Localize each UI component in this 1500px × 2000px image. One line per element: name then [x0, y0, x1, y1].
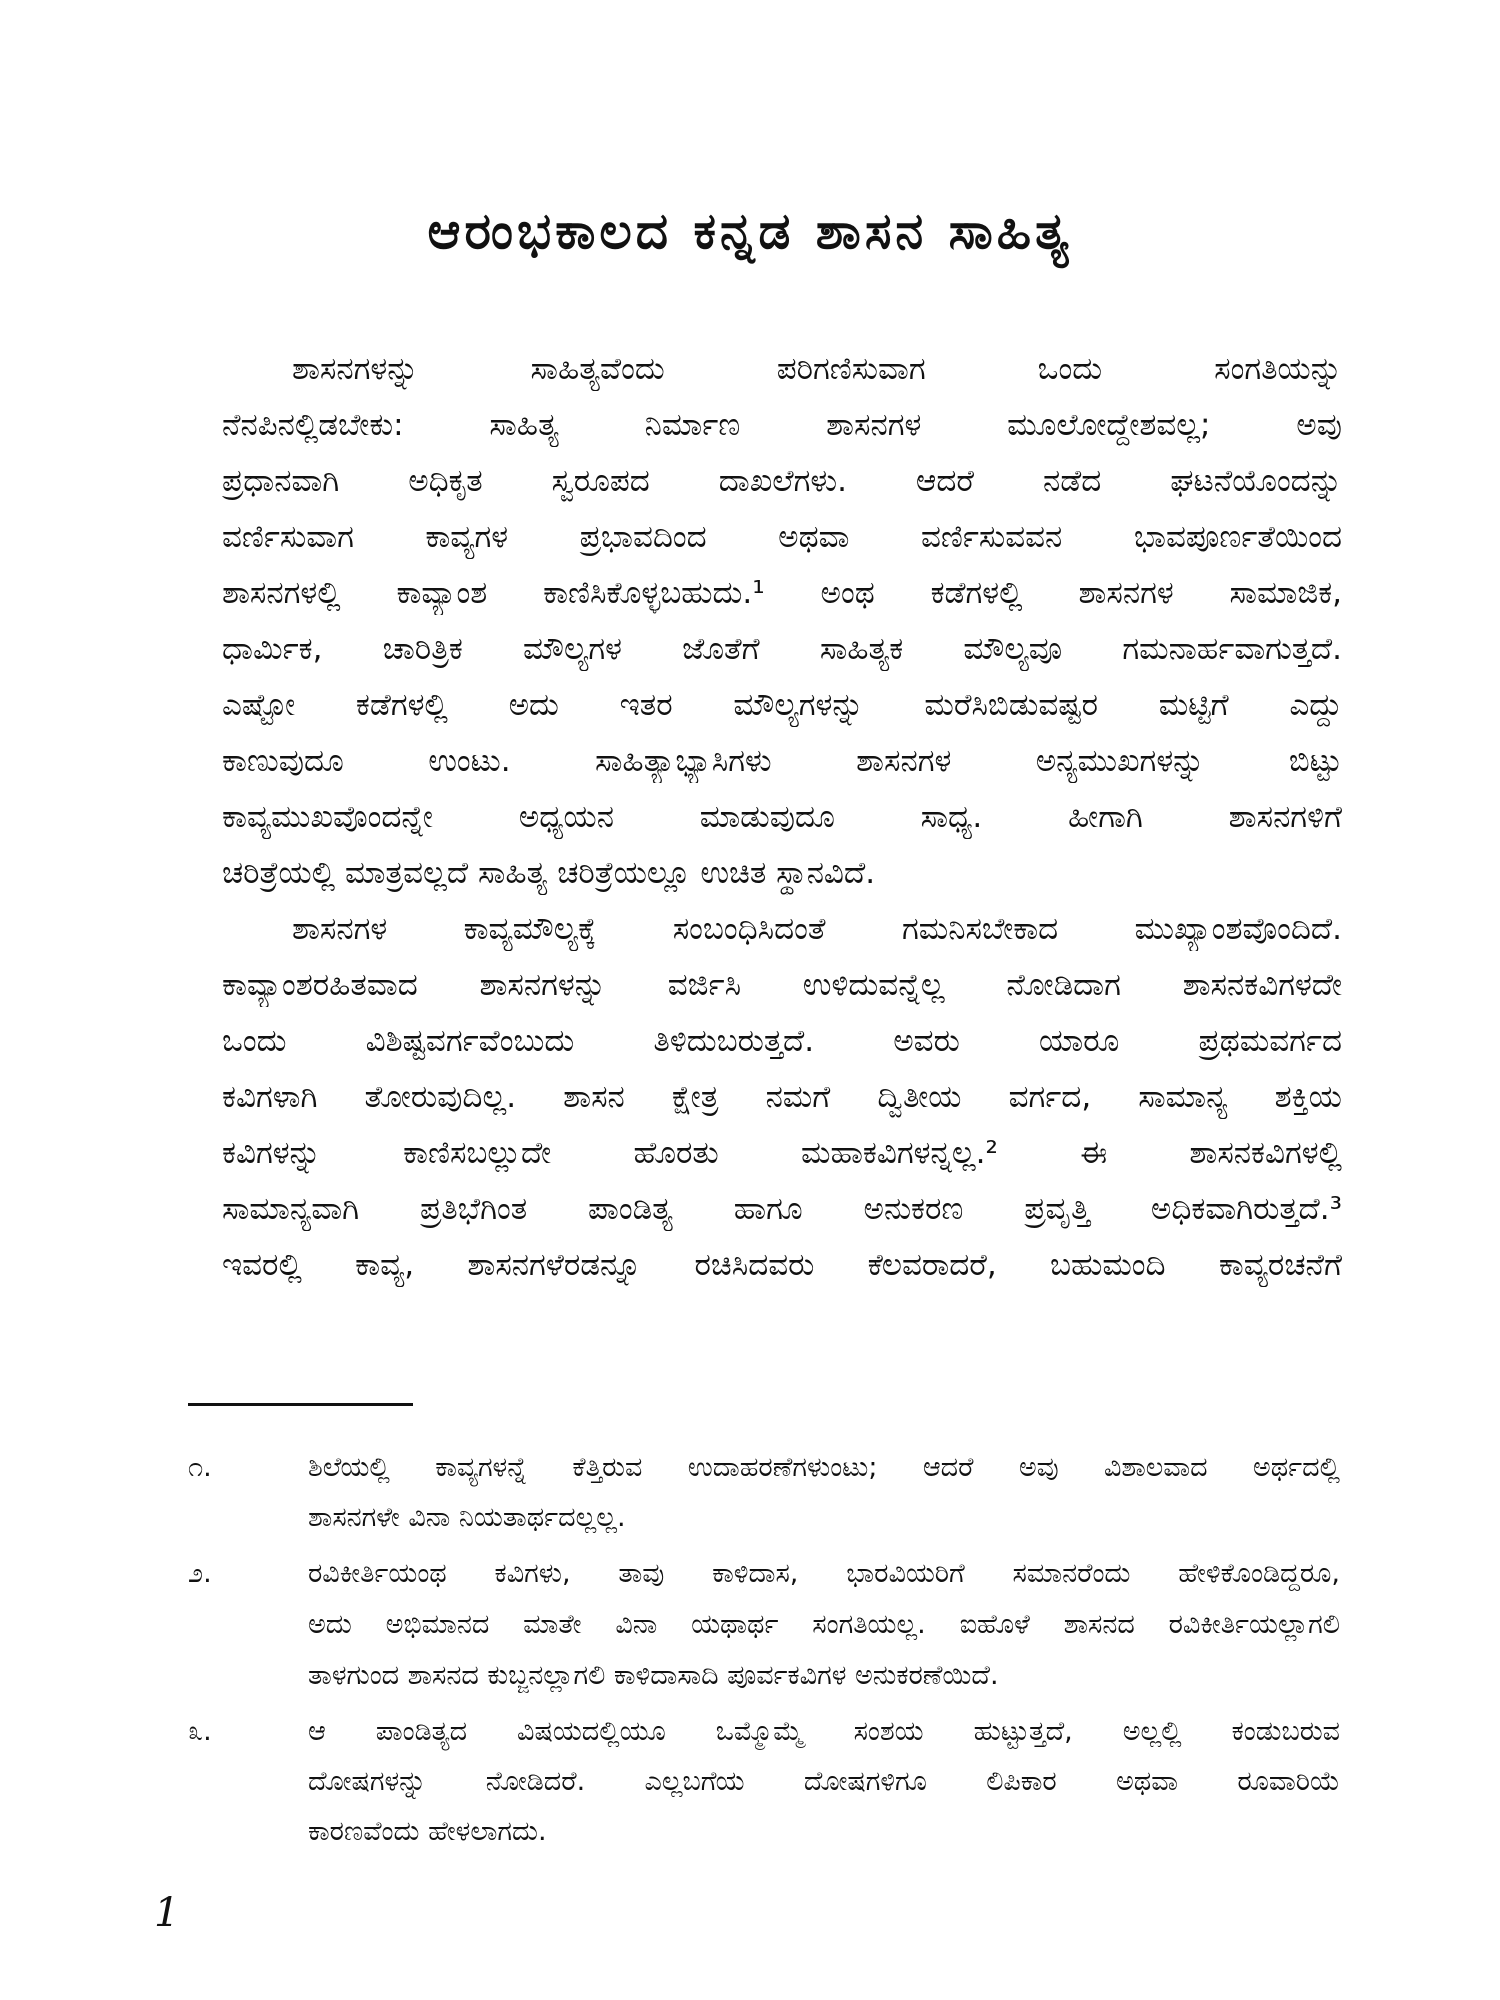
body-line: ಕವಿಗಳಾಗಿ ತೋರುವುದಿಲ್ಲ. ಶಾಸನ ಕ್ಷೇತ್ರ ನಮಗೆ ದ್ವಿತೀಯ ವರ್ಗದ, ಸಾಮಾನ್ಯ ಶಕ್ತಿಯ: [222, 1079, 1342, 1115]
page-number: 1: [154, 1890, 180, 1936]
footnote-line: ದೋಷಗಳನ್ನು ನೋಡಿದರೆ. ಎಲ್ಲಬಗೆಯ ದೋಷಗಳಿಗೂ ಲಿಪಿಕಾರ ಅಥವಾ ರೂವಾರಿಯೆ: [308, 1766, 1340, 1797]
body-line: ಕಾಣುವುದೂ ಉಂಟು. ಸಾಹಿತ್ಯಾಭ್ಯಾಸಿಗಳು ಶಾಸನಗಳ ಅನ್ಯಮುಖಗಳನ್ನು ಬಿಟ್ಟು: [222, 743, 1342, 779]
page-title: ಆರಂಭಕಾಲದ ಕನ್ನಡ ಶಾಸನ ಸಾಹಿತ್ಯ: [427, 202, 1073, 260]
footnote-line: ಶಾಸನಗಳೇ ವಿನಾ ನಿಯತಾರ್ಥದಲ್ಲಲ್ಲ.: [308, 1502, 626, 1533]
footnote-line: ತಾಳಗುಂದ ಶಾಸನದ ಕುಬ್ಜನಲ್ಲಾಗಲಿ ಕಾಳಿದಾಸಾದಿ ಪೂರ್ವಕವಿಗಳ ಅನುಕರಣೆಯಿದೆ.: [308, 1660, 999, 1691]
body-line: ಇವರಲ್ಲಿ ಕಾವ್ಯ, ಶಾಸನಗಳೆರಡನ್ನೂ ರಚಿಸಿದವರು ಕೆಲವರಾದರೆ, ಬಹುಮಂದಿ ಕಾವ್ಯರಚನೆಗೆ: [222, 1247, 1342, 1283]
footnote-divider: [188, 1403, 413, 1406]
body-line: ಶಾಸನಗಳನ್ನು ಸಾಹಿತ್ಯವೆಂದು ಪರಿಗಣಿಸುವಾಗ ಒಂದು ಸಂಗತಿಯನ್ನು: [292, 351, 1342, 387]
body-line: ನೆನಪಿನಲ್ಲಿಡಬೇಕು: ಸಾಹಿತ್ಯ ನಿರ್ಮಾಣ ಶಾಸನಗಳ ಮೂಲೋದ್ದೇಶವಲ್ಲ; ಅವು: [222, 407, 1342, 443]
body-line: ಚರಿತ್ರೆಯಲ್ಲಿ ಮಾತ್ರವಲ್ಲದೆ ಸಾಹಿತ್ಯ ಚರಿತ್ರೆಯಲ್ಲೂ ಉಚಿತ ಸ್ಥಾನವಿದೆ.: [222, 855, 876, 891]
footnote-line: ಕಾರಣವೆಂದು ಹೇಳಲಾಗದು.: [308, 1816, 547, 1847]
footnote-line: ರವಿಕೀರ್ತಿಯಂಥ ಕವಿಗಳು, ತಾವು ಕಾಳಿದಾಸ, ಭಾರವಿಯರಿಗೆ ಸಮಾನರೆಂದು ಹೇಳಿಕೊಂಡಿದ್ದರೂ,: [308, 1558, 1340, 1589]
footnote-line: ಶಿಲೆಯಲ್ಲಿ ಕಾವ್ಯಗಳನ್ನೆ ಕೆತ್ತಿರುವ ಉದಾಹರಣೆಗಳುಂಟು; ಆದರೆ ಅವು ವಿಶಾಲವಾದ ಅರ್ಥದಲ್ಲಿ: [308, 1452, 1340, 1483]
body-line: ಧಾರ್ಮಿಕ, ಚಾರಿತ್ರಿಕ ಮೌಲ್ಯಗಳ ಜೊತೆಗೆ ಸಾಹಿತ್ಯಕ ಮೌಲ್ಯವೂ ಗಮನಾರ್ಹವಾಗುತ್ತದೆ.: [222, 631, 1342, 667]
body-line: ಕಾವ್ಯಮುಖವೊಂದನ್ನೇ ಅಧ್ಯಯನ ಮಾಡುವುದೂ ಸಾಧ್ಯ. ಹೀಗಾಗಿ ಶಾಸನಗಳಿಗೆ: [222, 799, 1342, 835]
footnote-line: ಅದು ಅಭಿಮಾನದ ಮಾತೇ ವಿನಾ ಯಥಾರ್ಥ ಸಂಗತಿಯಲ್ಲ. ಐಹೊಳೆ ಶಾಸನದ ರವಿಕೀರ್ತಿಯಲ್ಲಾಗಲಿ: [308, 1609, 1340, 1640]
body-line: ಎಷ್ಟೋ ಕಡೆಗಳಲ್ಲಿ ಅದು ಇತರ ಮೌಲ್ಯಗಳನ್ನು ಮರೆಸಿಬಿಡುವಷ್ಟರ ಮಟ್ಟಿಗೆ ಎದ್ದು: [222, 687, 1342, 723]
footnote-number: ೩.: [188, 1716, 212, 1747]
footnote-line: ಆ ಪಾಂಡಿತ್ಯದ ವಿಷಯದಲ್ಲಿಯೂ ಒಮ್ಮೊಮ್ಮೆ ಸಂಶಯ ಹುಟ್ಟುತ್ತದೆ, ಅಲ್ಲಲ್ಲಿ ಕಂಡುಬರುವ: [308, 1716, 1340, 1747]
body-line: ಕವಿಗಳನ್ನು ಕಾಣಿಸಬಲ್ಲುದೇ ಹೊರತು ಮಹಾಕವಿಗಳನ್ನಲ್ಲ.² ಈ ಶಾಸನಕವಿಗಳಲ್ಲಿ: [222, 1135, 1342, 1171]
body-line: ಒಂದು ವಿಶಿಷ್ಟವರ್ಗವೆಂಬುದು ತಿಳಿದುಬರುತ್ತದೆ. ಅವರು ಯಾರೂ ಪ್ರಥಮವರ್ಗದ: [222, 1023, 1342, 1059]
body-line: ವರ್ಣಿಸುವಾಗ ಕಾವ್ಯಗಳ ಪ್ರಭಾವದಿಂದ ಅಥವಾ ವರ್ಣಿಸುವವನ ಭಾವಪೂರ್ಣತೆಯಿಂದ: [222, 519, 1342, 555]
footnote-number: ೧.: [188, 1452, 212, 1483]
body-line: ಶಾಸನಗಳಲ್ಲಿ ಕಾವ್ಯಾಂಶ ಕಾಣಿಸಿಕೊಳ್ಳಬಹುದು.¹ ಅಂಥ ಕಡೆಗಳಲ್ಲಿ ಶಾಸನಗಳ ಸಾಮಾಜಿಕ,: [222, 575, 1342, 611]
body-line: ಸಾಮಾನ್ಯವಾಗಿ ಪ್ರತಿಭೆಗಿಂತ ಪಾಂಡಿತ್ಯ ಹಾಗೂ ಅನುಕರಣ ಪ್ರವೃತ್ತಿ ಅಧಿಕವಾಗಿರುತ್ತದೆ.³: [222, 1191, 1342, 1227]
footnote-number: ೨.: [188, 1558, 212, 1589]
body-line: ಶಾಸನಗಳ ಕಾವ್ಯಮೌಲ್ಯಕ್ಕೆ ಸಂಬಂಧಿಸಿದಂತೆ ಗಮನಿಸಬೇಕಾದ ಮುಖ್ಯಾಂಶವೊಂದಿದೆ.: [292, 911, 1342, 947]
body-line: ಪ್ರಧಾನವಾಗಿ ಅಧಿಕೃತ ಸ್ವರೂಪದ ದಾಖಲೆಗಳು. ಆದರೆ ನಡೆದ ಘಟನೆಯೊಂದನ್ನು: [222, 463, 1342, 499]
body-line: ಕಾವ್ಯಾಂಶರಹಿತವಾದ ಶಾಸನಗಳನ್ನು ವರ್ಜಿಸಿ ಉಳಿದುವನ್ನೆಲ್ಲ ನೋಡಿದಾಗ ಶಾಸನಕವಿಗಳದೇ: [222, 967, 1342, 1003]
